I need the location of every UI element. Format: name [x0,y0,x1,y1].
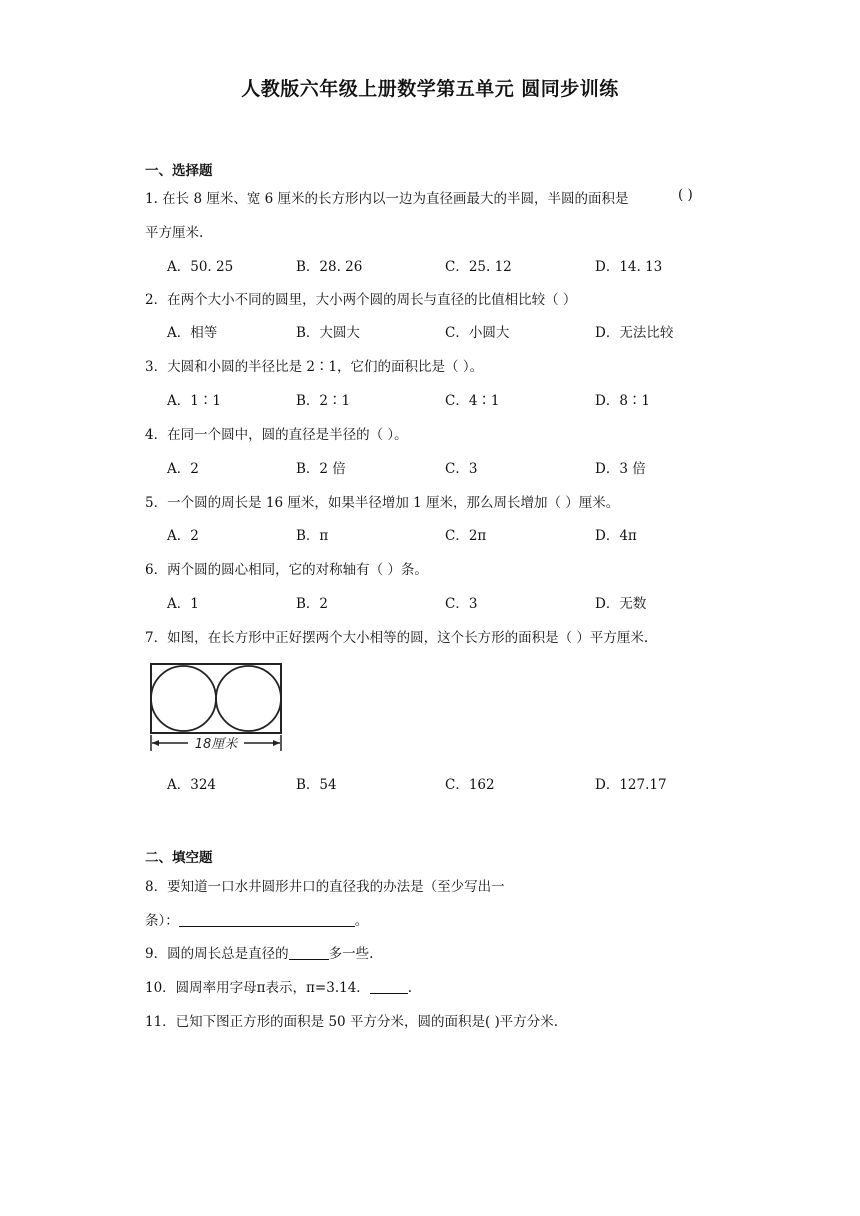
option-a[interactable]: A．相等 [167,325,218,341]
question-8-answer-line [145,909,368,929]
question-8-text: 8．要知道一口水井圆形井口的直径我的办法是（至少写出一 [145,879,505,895]
question-9-text-end: 多一些. [328,946,374,962]
option-a[interactable]: A．1∶1 [167,393,221,409]
question-7-figure [148,661,284,753]
answer-blank[interactable] [370,979,408,994]
option-b[interactable]: B．2 倍 [296,461,346,477]
option-b[interactable]: B．54 [296,777,337,793]
option-c[interactable]: C．25. 12 [445,259,512,275]
question-3-text: 3．大圆和小圆的半径比是 2∶1，它们的面积比是（ ）。 [145,359,484,375]
question-1-text-continued: 平方厘米. [145,225,204,241]
option-a[interactable]: A．50. 25 [167,259,234,275]
option-c[interactable]: C．3 [445,461,478,477]
option-c[interactable]: C．162 [445,777,495,793]
option-c[interactable]: C．2π [445,528,487,544]
option-d[interactable]: D．无法比较 [595,325,674,341]
option-a[interactable]: A．1 [167,596,199,612]
option-b[interactable]: B．28. 26 [296,259,363,275]
option-a[interactable]: A．2 [167,528,199,544]
option-d[interactable]: D．3 倍 [595,461,646,477]
option-b[interactable]: B．π [296,528,329,544]
question-9-text: 9．圆的周长总是直径的 [145,946,289,962]
question-4-text: 4．在同一个圆中，圆的直径是半径的（ ）。 [145,427,408,443]
dimension-arrow-right [273,740,280,746]
option-d[interactable]: D．8∶1 [595,393,651,409]
question-5-text: 5．一个圆的周长是 16 厘米，如果半径增加 1 厘米，那么周长增加（ ）厘米。 [145,495,620,511]
answer-blank[interactable] [179,912,355,927]
option-b[interactable]: B．大圆大 [296,325,360,341]
option-d[interactable]: D．127.17 [595,777,667,793]
question-9-line [145,942,373,962]
question-5-options [0,524,860,544]
question-7-options [0,773,860,793]
option-c[interactable]: C．3 [445,596,478,612]
question-2-options [0,321,860,341]
right-circle-shape [216,666,281,731]
option-b[interactable]: B．2 [296,596,329,612]
question-1-answer-paren: ( ) [678,187,693,203]
option-d[interactable]: D．无数 [595,596,647,612]
question-8-text-continued: 条）： [145,913,179,929]
dimension-arrow-left [152,740,159,746]
option-b[interactable]: B．2∶1 [296,393,351,409]
question-10-text: 10．圆周率用字母π表示，π=3.14． [145,980,370,996]
question-6-options [0,592,860,612]
question-10-line [145,976,412,996]
answer-blank[interactable] [289,945,329,960]
question-1-text: 1. 在长 8 厘米、宽 6 厘米的长方形内以一边为直径画最大的半圆，半圆的面积是 [145,191,629,207]
option-d[interactable]: D．14. 13 [595,259,663,275]
option-c[interactable]: C．小圆大 [445,325,510,341]
option-d[interactable]: D．4π [595,528,637,544]
question-7-text: 7．如图，在长方形中正好摆两个大小相等的圆，这个长方形的面积是（ ）平方厘米. [145,630,649,646]
option-c[interactable]: C．4∶1 [445,393,500,409]
dimension-label: 18厘米 [194,737,238,752]
question-2-text: 2．在两个大小不同的圆里，大小两个圆的周长与直径的比值相比较（ ） [145,292,577,308]
section-heading-fill: 二、填空题 [145,850,213,866]
question-3-options [0,389,860,409]
section-heading-choice: 一、选择题 [145,163,213,179]
question-4-options [0,457,860,477]
left-circle-shape [151,666,216,731]
question-10-text-end: . [407,980,413,996]
question-11-text: 11．已知下图正方形的面积是 50 平方分米，圆的面积是( )平方分米. [145,1014,559,1030]
question-6-text: 6．两个圆的圆心相同，它的对称轴有（ ）条。 [145,562,428,578]
page-title: 人教版六年级上册数学第五单元 圆同步训练 [241,78,619,100]
question-1-options [0,255,860,275]
question-8-text-end: 。 [354,913,369,929]
option-a[interactable]: A．2 [167,461,199,477]
option-a[interactable]: A．324 [167,777,217,793]
